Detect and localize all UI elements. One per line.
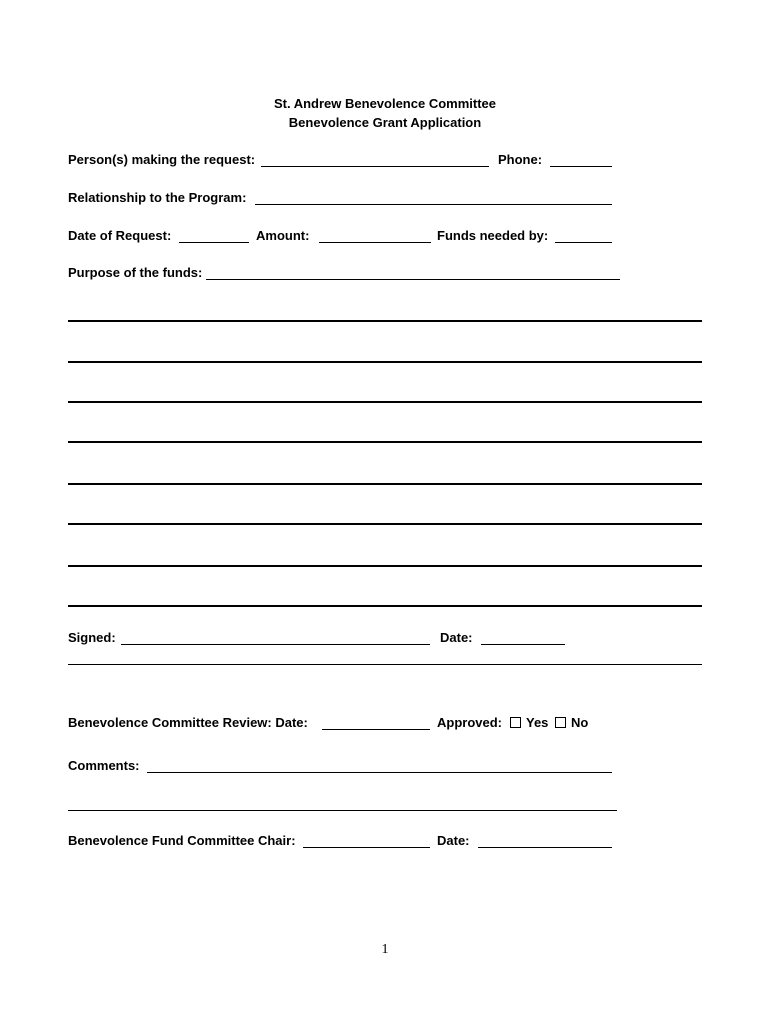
purpose-row bbox=[68, 265, 628, 281]
signature-date-label: Date: bbox=[440, 630, 473, 645]
yes-checkbox[interactable] bbox=[510, 717, 521, 728]
funds-needed-label: Funds needed by: bbox=[437, 228, 549, 243]
purpose-line[interactable] bbox=[68, 401, 702, 403]
review-date-field[interactable] bbox=[322, 729, 430, 730]
review-date-label: Benevolence Committee Review: Date: bbox=[68, 715, 308, 730]
approved-no-option[interactable] bbox=[555, 715, 588, 730]
purpose-line[interactable] bbox=[68, 523, 702, 525]
signature-field[interactable] bbox=[121, 644, 430, 645]
section-divider bbox=[68, 664, 702, 665]
relationship-label: Relationship to the Program: bbox=[68, 190, 247, 205]
approved-yes-option[interactable] bbox=[510, 715, 548, 730]
comments-row bbox=[68, 758, 628, 774]
purpose-line[interactable] bbox=[68, 483, 702, 485]
chair-label: Benevolence Fund Committee Chair: bbox=[68, 833, 296, 848]
date-of-request-label: Date of Request: bbox=[68, 228, 172, 243]
chair-date-label: Date: bbox=[437, 833, 470, 848]
signed-label: Signed: bbox=[68, 630, 116, 645]
purpose-line[interactable] bbox=[68, 605, 702, 607]
no-checkbox[interactable] bbox=[555, 717, 566, 728]
yes-label: Yes bbox=[526, 715, 549, 730]
phone-field[interactable] bbox=[550, 166, 612, 167]
relationship-row bbox=[68, 190, 628, 206]
committee-title: St. Andrew Benevolence Committee bbox=[273, 96, 496, 111]
signature-date-field[interactable] bbox=[481, 644, 565, 645]
form-title: Benevolence Grant Application bbox=[288, 115, 482, 130]
chair-row bbox=[68, 833, 628, 849]
purpose-line[interactable] bbox=[68, 441, 702, 443]
page-number: 1 bbox=[381, 942, 389, 957]
amount-field[interactable] bbox=[319, 242, 431, 243]
phone-label: Phone: bbox=[498, 152, 543, 167]
comments-field[interactable] bbox=[147, 772, 612, 773]
requester-row bbox=[68, 152, 628, 168]
relationship-field[interactable] bbox=[255, 204, 612, 205]
purpose-line[interactable] bbox=[68, 565, 702, 567]
purpose-line[interactable] bbox=[68, 361, 702, 363]
amount-label: Amount: bbox=[256, 228, 310, 243]
funds-needed-field[interactable] bbox=[555, 242, 612, 243]
purpose-field[interactable] bbox=[206, 279, 620, 280]
persons-field[interactable] bbox=[261, 166, 489, 167]
request-details-row bbox=[68, 228, 628, 244]
purpose-line[interactable] bbox=[68, 320, 702, 322]
committee-review-row bbox=[68, 715, 628, 731]
chair-signature-field[interactable] bbox=[303, 847, 430, 848]
comments-line[interactable] bbox=[68, 810, 617, 811]
chair-date-field[interactable] bbox=[478, 847, 612, 848]
signature-row bbox=[68, 630, 568, 646]
approved-label: Approved: bbox=[437, 715, 502, 730]
date-of-request-field[interactable] bbox=[179, 242, 249, 243]
persons-label: Person(s) making the request: bbox=[68, 152, 256, 167]
no-label: No bbox=[571, 715, 589, 730]
purpose-label: Purpose of the funds: bbox=[68, 265, 203, 280]
comments-label: Comments: bbox=[68, 758, 140, 773]
